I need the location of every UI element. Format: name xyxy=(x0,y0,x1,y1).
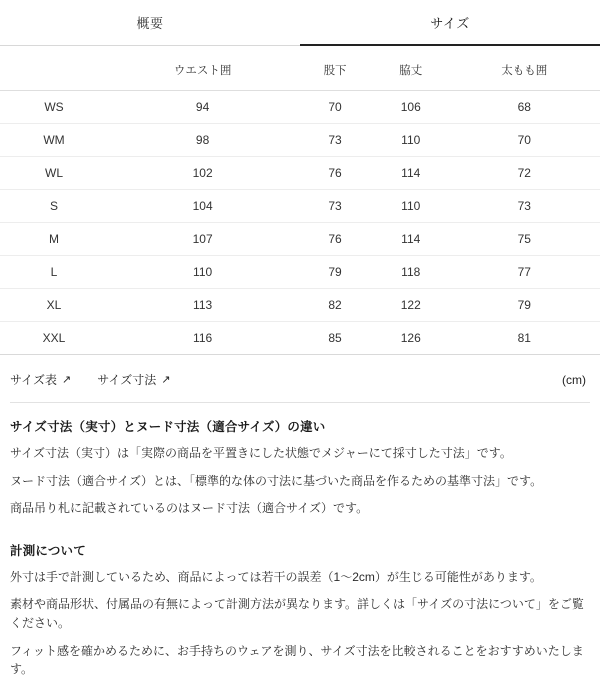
cell-thigh: 75 xyxy=(449,223,600,256)
section-measurement-paragraph-1: 外寸は手で計測しているため、商品によっては若干の誤差（1〜2cm）が生じる可能性があります。 xyxy=(10,569,542,584)
table-header-thigh: 太もも囲 xyxy=(449,46,600,91)
tab-size[interactable] xyxy=(300,0,600,46)
cell-sidelength: 122 xyxy=(373,289,449,322)
table-row xyxy=(0,91,600,124)
tab-overview[interactable] xyxy=(0,0,300,45)
table-row xyxy=(0,124,600,157)
section-measurement-heading: 計測について xyxy=(10,543,86,558)
cell-waist: 102 xyxy=(108,157,297,190)
unit-label: (cm) xyxy=(562,372,586,387)
cell-inseam: 82 xyxy=(297,289,373,322)
cell-thigh: 79 xyxy=(449,289,600,322)
table-header-row xyxy=(0,46,600,91)
cell-waist: 110 xyxy=(108,256,297,289)
cell-sidelength: 114 xyxy=(373,157,449,190)
cell-thigh: 68 xyxy=(449,91,600,124)
cell-thigh: 77 xyxy=(449,256,600,289)
size-links-row xyxy=(0,355,600,398)
table-row xyxy=(0,223,600,256)
size-explanation-content xyxy=(0,403,600,679)
cell-thigh: 70 xyxy=(449,124,600,157)
section-difference-paragraph-2: ヌード寸法（適合サイズ）とは、「標準的な体の寸法に基づいた商品を作るための基準寸法」です。 xyxy=(10,473,543,488)
table-row xyxy=(0,256,600,289)
table-header-corner xyxy=(0,46,108,91)
size-table xyxy=(0,46,600,354)
size-table-body xyxy=(0,91,600,355)
cell-waist: 113 xyxy=(108,289,297,322)
cell-inseam: 70 xyxy=(297,91,373,124)
section-difference-heading: サイズ寸法（実寸）とヌード寸法（適合サイズ）の違い xyxy=(10,420,326,434)
cell-inseam: 85 xyxy=(328,331,342,345)
cell-waist: 94 xyxy=(108,91,297,124)
table-row xyxy=(0,190,600,223)
row-size-label: S xyxy=(0,190,108,223)
cell-inseam: 73 xyxy=(297,190,373,223)
table-row xyxy=(0,289,600,322)
size-table-head xyxy=(0,46,600,91)
section-measurement-paragraph-2: 素材や商品形状、付属品の有無によって計測方法が異なります。詳しくは「サイズの寸法について」をご覧ください。 xyxy=(10,597,584,630)
cell-sidelength: 114 xyxy=(373,223,449,256)
cell-waist: 104 xyxy=(108,190,297,223)
section-spacer xyxy=(10,527,590,541)
cell-sidelength: 106 xyxy=(373,91,449,124)
row-size-label: M xyxy=(0,223,108,256)
section-difference-paragraph-3: 商品吊り札に記載されているのはヌード寸法（適合サイズ）です。 xyxy=(10,501,369,516)
cell-thigh: 73 xyxy=(449,190,600,223)
size-chart-link[interactable] xyxy=(10,371,71,388)
row-size-label: XL xyxy=(0,289,108,322)
cell-sidelength: 110 xyxy=(373,124,449,157)
row-size-label: WL xyxy=(0,157,108,190)
external-link-icon: ↗ xyxy=(161,374,171,386)
cell-waist: 116 xyxy=(193,331,213,345)
table-header-waist: ウエスト囲 xyxy=(108,46,297,91)
section-measurement-paragraph-3: フィット感を確かめるために、お手持ちのウェアを測り、サイズ寸法を比較されることをおすすめいたします。 xyxy=(10,643,584,677)
size-chart-link-label: サイズ表 xyxy=(10,373,58,387)
table-header-sidelength: 脇丈 xyxy=(373,46,449,91)
table-row xyxy=(0,157,600,190)
section-difference xyxy=(10,417,590,518)
cell-thigh: 72 xyxy=(449,157,600,190)
cell-waist: 98 xyxy=(108,124,297,157)
cell-sidelength: 110 xyxy=(373,190,449,223)
table-row xyxy=(0,322,600,355)
section-measurement xyxy=(10,541,590,679)
external-link-icon: ↗ xyxy=(62,374,72,386)
size-table-container xyxy=(0,46,600,355)
section-difference-paragraph-1: サイズ寸法（実寸）は「実際の商品を平置きにした状態でメジャーにて採寸した寸法」です。 xyxy=(10,446,512,460)
cell-thigh: 81 xyxy=(517,331,531,345)
row-size-label: XXL xyxy=(42,331,66,345)
size-dimensions-link-label: サイズ寸法 xyxy=(97,373,157,387)
row-size-label: WM xyxy=(0,124,108,157)
size-dimensions-link[interactable] xyxy=(97,371,170,388)
cell-inseam: 76 xyxy=(297,157,373,190)
cell-sidelength: 118 xyxy=(373,256,449,289)
cell-inseam: 79 xyxy=(297,256,373,289)
tab-overview-label: 概要 xyxy=(136,16,164,31)
cell-inseam: 76 xyxy=(297,223,373,256)
row-size-label: WS xyxy=(0,91,108,124)
cell-waist: 107 xyxy=(108,223,297,256)
cell-sidelength: 126 xyxy=(400,331,421,345)
tab-size-label: サイズ xyxy=(430,16,470,31)
row-size-label: L xyxy=(0,256,108,289)
cell-inseam: 73 xyxy=(297,124,373,157)
tab-bar xyxy=(0,0,600,46)
table-header-inseam: 股下 xyxy=(297,46,373,91)
